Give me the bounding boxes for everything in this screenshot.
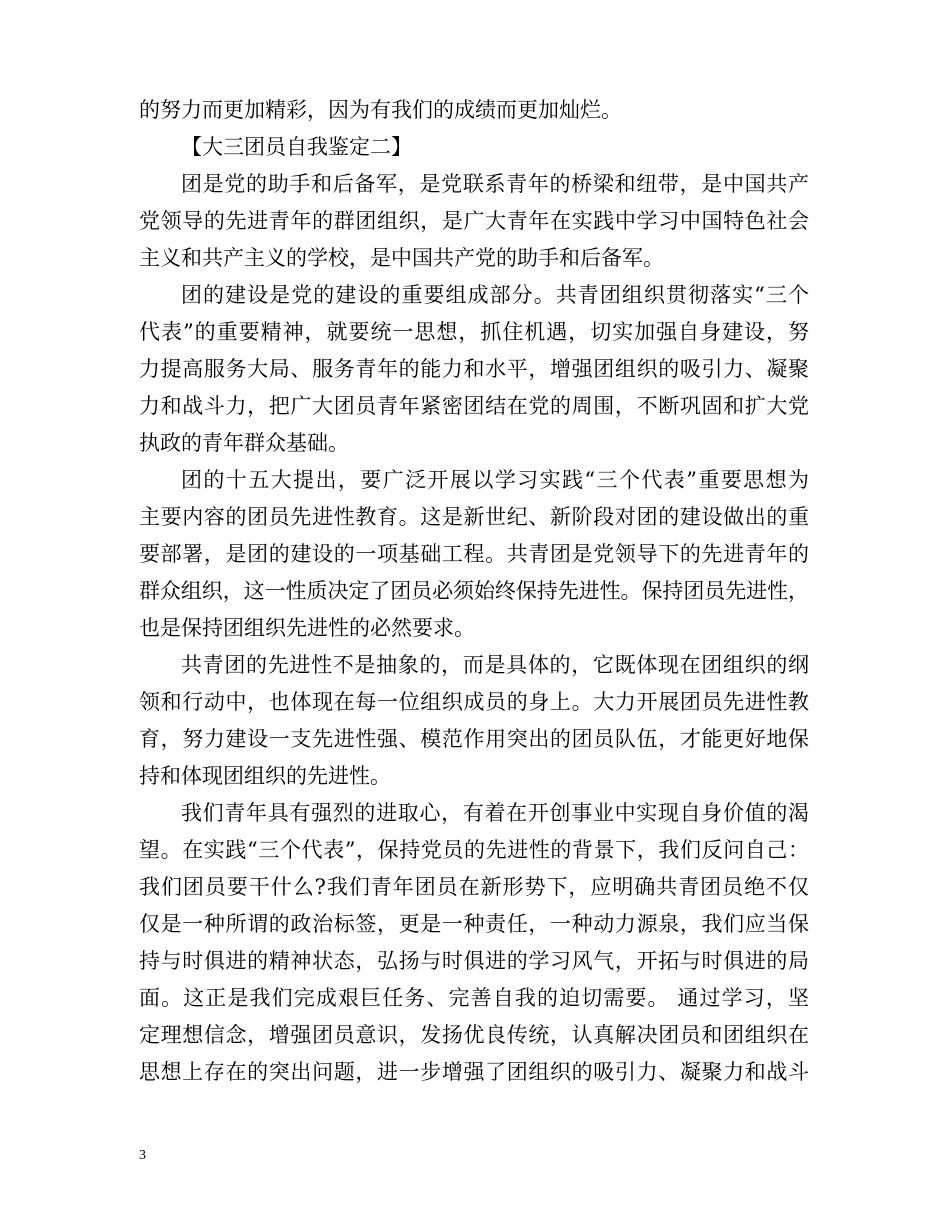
text-line-content: 面。这正是我们完成艰巨任务、完善自我的迫切需要。 通过学习，坚 — [139, 986, 811, 1010]
text-line — [0, 1018, 950, 1052]
text-line-content: 要部署，是团的建设的一项基础工程。共青团是党领导下的先进青年的 — [139, 542, 810, 566]
text-line-content: 群众组织，这一性质决定了团员必须始终保持先进性。保持团员先进性， — [139, 579, 809, 603]
text-line-content: 代表”的重要精神，就要统一思想，抓住机遇，切实加强自身建设，努 — [139, 320, 810, 344]
text-line — [0, 611, 950, 645]
text-line — [0, 241, 950, 275]
text-line-content: 持与时俱进的精神状态，弘扬与时俱进的学习风气，开拓与时俱进的局 — [139, 949, 810, 973]
text-line — [0, 944, 950, 978]
text-line — [0, 352, 950, 386]
text-line — [0, 426, 950, 460]
text-line — [0, 278, 950, 312]
text-line — [0, 796, 950, 830]
text-line — [0, 500, 950, 534]
text-line — [0, 537, 950, 571]
text-line-content: 【大三团员自我鉴定二】 — [181, 135, 412, 159]
text-line-content: 党领导的先进青年的群团组织，是广大青年在实践中学习中国特色社会 — [139, 209, 810, 233]
text-line-content: 团的建设是党的建设的重要组成部分。共青团组织贯彻落实“三个 — [181, 283, 811, 307]
text-line-content: 力提高服务大局、服务青年的能力和水平，增强团组织的吸引力、凝聚 — [139, 357, 810, 381]
text-line — [0, 204, 950, 238]
text-line-content: 执政的青年群众基础。 — [139, 431, 349, 455]
text-line-content: 领和行动中，也体现在每一位组织成员的身上。大力开展团员先进性教 — [139, 690, 810, 714]
text-line — [0, 685, 950, 719]
text-line — [0, 833, 950, 867]
text-line — [0, 389, 950, 423]
text-line-content: 育，努力建设一支先进性强、模范作用突出的团员队伍，才能更好地保 — [139, 727, 810, 751]
text-line-content: 也是保持团组织先进性的必然要求。 — [139, 616, 475, 640]
text-line-content: 的努力而更加精彩，因为有我们的成绩而更加灿烂。 — [139, 98, 622, 122]
text-line — [0, 907, 950, 941]
text-line — [0, 870, 950, 904]
text-line-content: 主要内容的团员先进性教育。这是新世纪、新阶段对团的建设做出的重 — [139, 505, 810, 529]
text-line — [0, 759, 950, 793]
text-line-content: 力和战斗力，把广大团员青年紧密团结在党的周围，不断巩固和扩大党 — [139, 394, 810, 418]
text-line-content: 团是党的助手和后备军，是党联系青年的桥梁和纽带，是中国共产 — [181, 172, 810, 196]
text-line — [0, 648, 950, 682]
text-line-content: 持和体现团组织的先进性。 — [139, 764, 391, 788]
text-line-content: 思想上存在的突出问题，进一步增强了团组织的吸引力、凝聚力和战斗 — [139, 1060, 810, 1084]
text-line — [0, 463, 950, 497]
text-line-content: 团的十五大提出，要广泛开展以学习实践“三个代表”重要思想为 — [181, 468, 811, 492]
text-line-content: 我们青年具有强烈的进取心，有着在开创事业中实现自身价值的渴 — [181, 801, 810, 825]
text-line — [0, 167, 950, 201]
text-line — [0, 981, 950, 1015]
text-line — [0, 93, 950, 127]
text-line — [0, 130, 950, 164]
text-line — [0, 722, 950, 756]
text-line-content: 仅是一种所谓的政治标签，更是一种责任，一种动力源泉，我们应当保 — [139, 912, 810, 936]
text-line-content: 定理想信念，增强团员意识，发扬优良传统，认真解决团员和团组织在 — [139, 1023, 810, 1047]
text-line — [0, 315, 950, 349]
text-line-content: 共青团的先进性不是抽象的，而是具体的，它既体现在团组织的纲 — [181, 653, 810, 677]
text-line — [0, 1055, 950, 1089]
text-line-content: 我们团员要干什么?我们青年团员在新形势下，应明确共青团员绝不仅 — [139, 875, 810, 899]
text-line — [0, 574, 950, 608]
text-line-content: 望。在实践“三个代表”，保持党员的先进性的背景下，我们反问自己： — [139, 838, 810, 862]
text-line-content: 主义和共产主义的学校，是中国共产党的助手和后备军。 — [139, 246, 664, 270]
page-number: 3 — [139, 1148, 146, 1163]
